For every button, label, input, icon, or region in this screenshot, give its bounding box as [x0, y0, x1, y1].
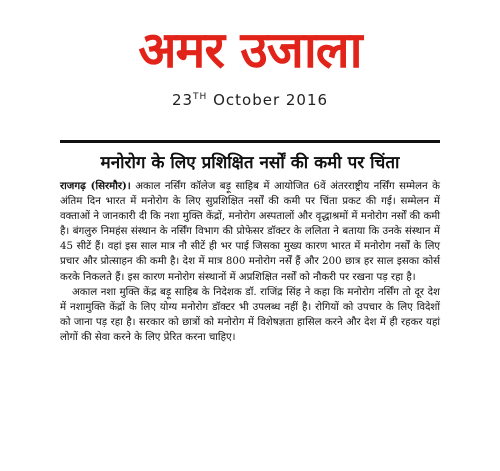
article-headline: मनोरोग के लिए प्रशिक्षित नर्सों की कमी पर चिंता — [100, 153, 400, 173]
article-clipping — [60, 140, 440, 457]
date-month-year: October 2016 — [213, 91, 329, 109]
newspaper-masthead: अमर उजाला — [138, 21, 362, 79]
article-paragraph-1-text: अकाल नर्सिंग कॉलेज बड़ू साहिब में आयोजित 6वें अंतरराष्ट्रीय नर्सिंग सम्मेलन के अंतिम दिन भारत में मनोरोग के लिए सुप्रशिक्षित नर्सों की कमी पर चिंता प्रकट की गई। सम्मेलन में वक्ताओं ने जानकारी दी कि नशा मुक्ति केंद्रों, मनोरोग अस्पतालों और वृद्धाश्रमों में मनोरोग नर्सों की कमी है। बंगलुरु निमहंस संस्थान के नर्सिंग विभाग की प्रोफेसर डॉक्टर के ललिता ने बताया कि उनके संस्थान में 45 सीटें हैं। वहां इस साल मात्र नौ सीटें ही भर पाई जिसका मुख्य कारण भारत में मनोरोग नर्सों के लिए प्रचार और प्रोत्साहन की कमी है। देश में मात्र 800 मनोरोग नर्सें हैं और 200 छात्र हर साल इसका कोर्स करके निकलते हैं। इस कारण मनोरोग संस्थानों में अप्रशिक्षित नर्सों को नौकरी पर रखना पड़ रहा है। — [60, 181, 440, 283]
article-dateline: राजगढ़ (सिरमौर)। — [60, 180, 131, 192]
article-paragraph-2: अकाल नशा मुक्ति केंद्र बड़ू साहिब के निदेशक डॉ. राजिंद्र सिंह ने कहा कि मनोरोग नर्सिंग तो दूर देश में नशामुक्ति केंद्रों के लिए योग्य मनोरोग डॉक्टर भी उपलब्ध नहीं है। रोगियों को उपचार के लिए विदेशों को जाना पड़ रहा है। सरकार को छात्रों को मनोरोग में विशेषज्ञता हासिल करने और देश में ही रहकर यहां लोगों की सेवा करने के लिए प्रेरित करना चाहिए। — [60, 286, 440, 343]
publication-date — [0, 88, 500, 109]
date-day: 23 — [171, 91, 194, 109]
article-paragraph-1 — [60, 179, 440, 285]
date-day-suffix: TH — [193, 92, 208, 102]
